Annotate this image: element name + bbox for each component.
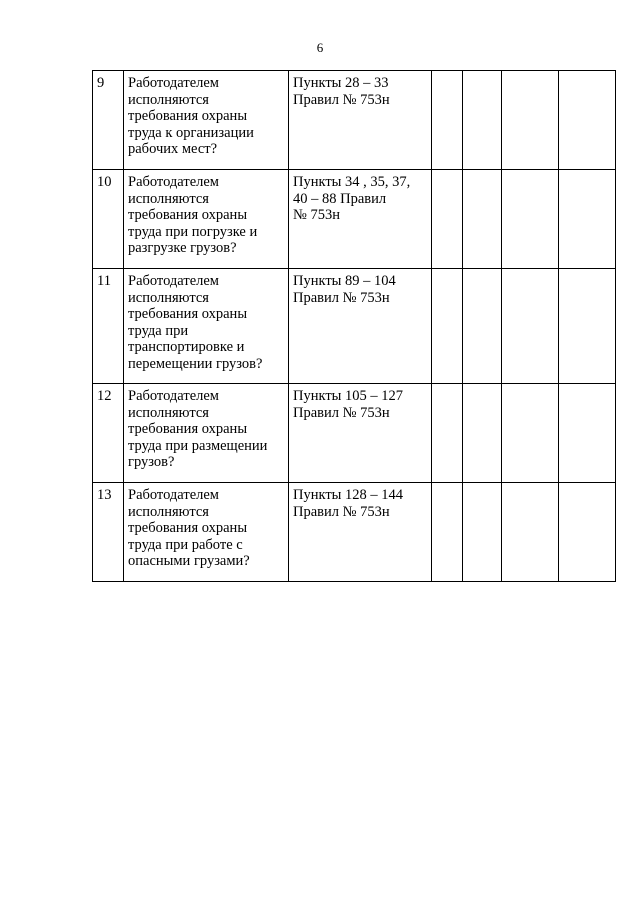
table-row: [93, 71, 616, 170]
reference-cell: [289, 71, 432, 170]
reference-cell: [289, 384, 432, 483]
reference-text: Пункты 105 – 127 Правил № 753н: [293, 388, 404, 421]
row-number: 12: [93, 384, 124, 483]
table-row: [93, 483, 616, 582]
page-number: 6: [316, 40, 324, 55]
row-number: 9: [93, 71, 124, 170]
question-cell: [124, 384, 289, 483]
answer-cell-yes[interactable]: [432, 269, 463, 384]
answer-cell-na[interactable]: [502, 71, 559, 170]
reference-text: Пункты 128 – 144 Правил № 753н: [293, 487, 404, 520]
table-row: [93, 384, 616, 483]
answer-cell-no[interactable]: [463, 71, 502, 170]
question-text: Работодателем исполняются требования охраны труда при транспортировке и перемещении грузов?: [128, 273, 263, 372]
reference-text: Пункты 28 – 33 Правил № 753н: [293, 75, 390, 108]
table-row: [93, 269, 616, 384]
notes-cell[interactable]: [559, 170, 616, 269]
question-text: Работодателем исполняются требования охраны труда к организации рабочих мест?: [128, 75, 254, 157]
answer-cell-yes[interactable]: [432, 483, 463, 582]
answer-cell-no[interactable]: [463, 483, 502, 582]
answer-cell-yes[interactable]: [432, 71, 463, 170]
question-text: Работодателем исполняются требования охраны труда при погрузке и разгрузке грузов?: [128, 174, 258, 256]
answer-cell-na[interactable]: [502, 170, 559, 269]
notes-cell[interactable]: [559, 71, 616, 170]
answer-cell-na[interactable]: [502, 269, 559, 384]
question-text: Работодателем исполняются требования охраны труда при работе с опасными грузами?: [128, 487, 250, 569]
row-number: 11: [93, 269, 124, 384]
answer-cell-no[interactable]: [463, 269, 502, 384]
reference-cell: [289, 269, 432, 384]
reference-cell: [289, 483, 432, 582]
notes-cell[interactable]: [559, 483, 616, 582]
answer-cell-na[interactable]: [502, 384, 559, 483]
row-number: 13: [93, 483, 124, 582]
reference-text: Пункты 34 , 35, 37, 40 – 88 Правил № 753н: [293, 174, 411, 223]
question-cell: [124, 483, 289, 582]
answer-cell-no[interactable]: [463, 384, 502, 483]
reference-cell: [289, 170, 432, 269]
question-cell: [124, 71, 289, 170]
answer-cell-yes[interactable]: [432, 170, 463, 269]
question-cell: [124, 269, 289, 384]
question-text: Работодателем исполняются требования охраны труда при размещении грузов?: [128, 388, 268, 470]
question-cell: [124, 170, 289, 269]
row-number: 10: [93, 170, 124, 269]
checklist-table: [92, 70, 616, 582]
notes-cell[interactable]: [559, 384, 616, 483]
reference-text: Пункты 89 – 104 Правил № 753н: [293, 273, 396, 306]
answer-cell-na[interactable]: [502, 483, 559, 582]
answer-cell-yes[interactable]: [432, 384, 463, 483]
answer-cell-no[interactable]: [463, 170, 502, 269]
table-row: [93, 170, 616, 269]
notes-cell[interactable]: [559, 269, 616, 384]
